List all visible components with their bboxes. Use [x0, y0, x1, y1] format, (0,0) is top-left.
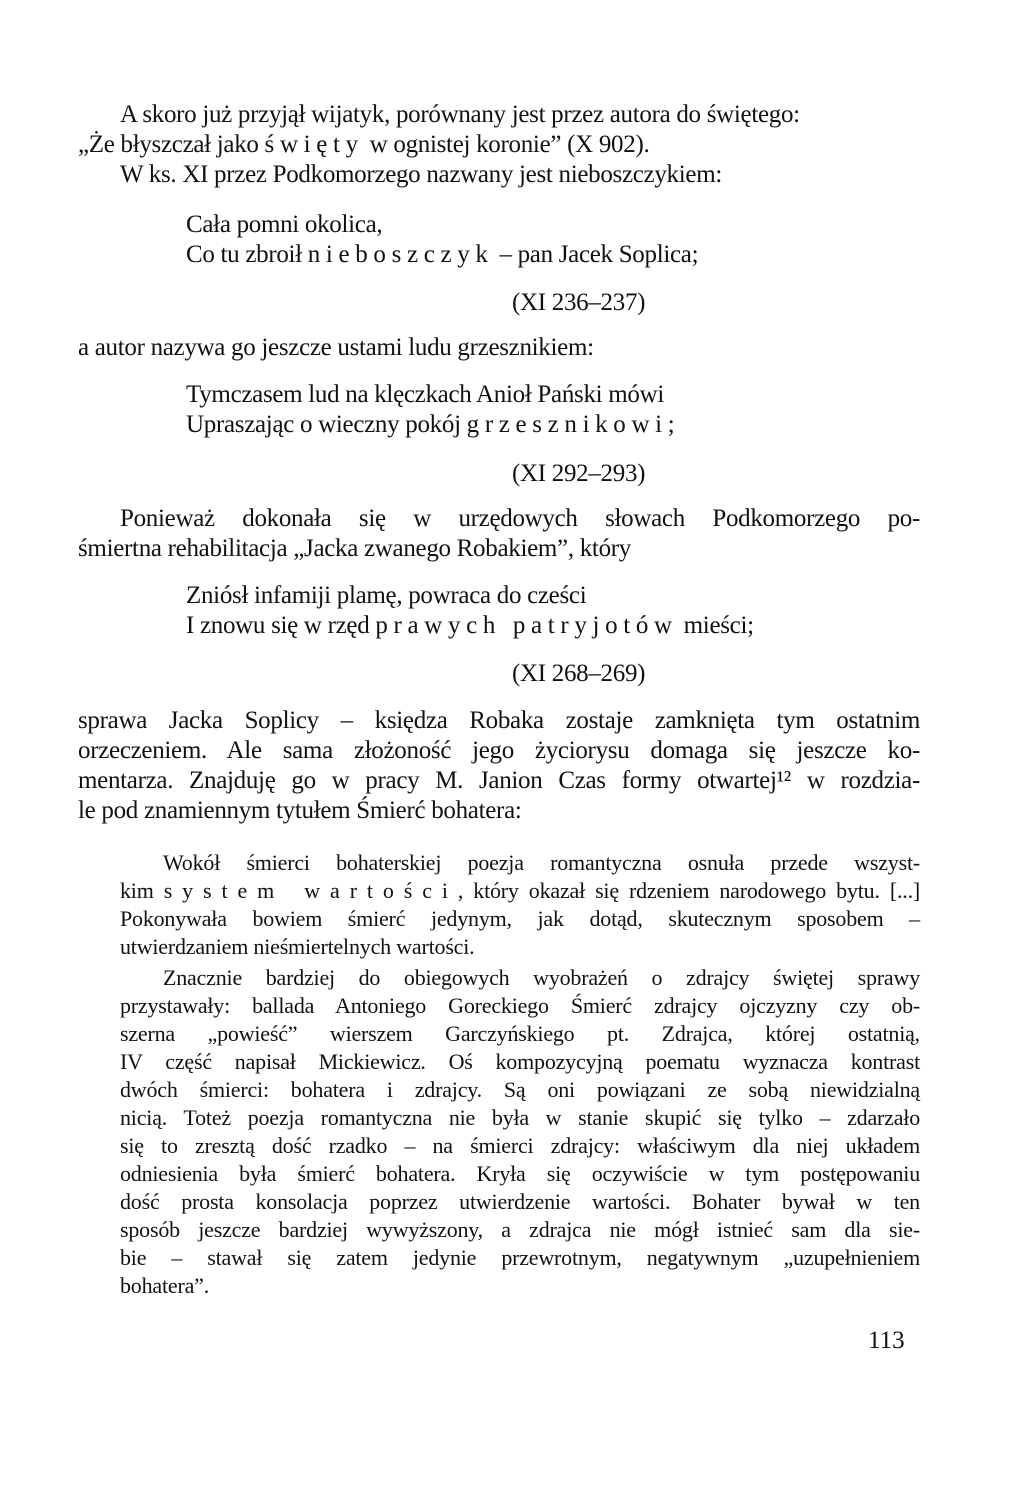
quote-line: dość prosta konsolacja poprzez utwierdzenie wartości. Bohater bywał w ten — [120, 1189, 920, 1214]
text-line: a autor nazywa go jeszcze ustami ludu grzesznikiem: — [78, 334, 594, 361]
verse-line: Zniósł infamiji plamę, powraca do cześci — [186, 582, 587, 609]
verse-line: Co tu zbroił n i e b o s z c z y k – pan Jacek Soplica; — [186, 241, 699, 268]
verse-citation: (XI 292–293) — [512, 460, 646, 487]
text-line: orzeczeniem. Ale sama złożoność jego życiorysu domaga się jeszcze ko- — [78, 737, 920, 764]
quote-line: sposób jeszcze bardziej wywyższony, a zdrajca nie mógł istnieć sam dla sie- — [120, 1217, 920, 1242]
quote-line: kim s y s t e m w a r t o ś c i , który okazał się rdzeniem narodowego bytu. [...] — [120, 878, 920, 903]
quote-line: Pokonywała bowiem śmierć jedynym, jak dotąd, skutecznym sposobem – — [120, 906, 920, 931]
verse-citation: (XI 268–269) — [512, 660, 646, 687]
text-line: „Że błyszczał jako ś w i ę t y w ognistej koronie” (X 902). — [78, 131, 650, 158]
verse-citation: (XI 236–237) — [512, 289, 646, 316]
quote-line: szerna „powieść” wierszem Garczyńskiego pt. Zdrajca, której ostatnią, — [120, 1021, 920, 1046]
verse-line: Tymczasem lud na klęczkach Anioł Pański mówi — [186, 381, 664, 408]
quote-line: odniesienia była śmierć bohatera. Kryła się oczywiście w tym postępowaniu — [120, 1161, 920, 1186]
quote-line: bie – stawał się zatem jedynie przewrotnym, negatywnym „uzupełnieniem — [120, 1245, 920, 1270]
quote-line: się to zresztą dość rzadko – na śmierci zdrajcy: właściwym dla niej układem — [120, 1133, 920, 1158]
quote-line: Znacznie bardziej do obiegowych wyobrażeń o zdrajcy świętej sprawy — [163, 965, 920, 990]
verse-line: Cała pomni okolica, — [186, 211, 383, 238]
text-line: śmiertna rehabilitacja „Jacka zwanego Robakiem”, który — [78, 535, 632, 562]
text-line: W ks. XI przez Podkomorzego nazwany jest nieboszczykiem: — [120, 161, 722, 188]
text-line: mentarza. Znajduję go w pracy M. Janion Czas formy otwartej¹² w rozdzia- — [78, 767, 920, 794]
quote-line: IV część napisał Mickiewicz. Oś kompozycyjną poematu wyznacza kontrast — [120, 1049, 920, 1074]
text-line: le pod znamiennym tytułem Śmierć bohatera: — [78, 797, 522, 824]
verse-line: I znowu się w rzęd p r a w y c h p a t r y j o t ó w mieści; — [186, 612, 754, 639]
quote-line: bohatera”. — [120, 1273, 209, 1298]
text-line: sprawa Jacka Soplicy – księdza Robaka zostaje zamknięta tym ostatnim — [78, 707, 920, 734]
quote-line: dwóch śmierci: bohatera i zdrajcy. Są oni powiązani ze sobą niewidzialną — [120, 1077, 920, 1102]
verse-line: Upraszając o wieczny pokój g r z e s z n i k o w i ; — [186, 411, 675, 438]
page-number: 113 — [868, 1327, 905, 1354]
text-line: Ponieważ dokonała się w urzędowych słowach Podkomorzego po- — [120, 505, 920, 532]
quote-line: utwierdzaniem nieśmiertelnych wartości. — [120, 934, 475, 959]
quote-line: Wokół śmierci bohaterskiej poezja romantyczna osnuła przede wszyst- — [163, 850, 920, 875]
quote-line: nicią. Toteż poezja romantyczna nie była w stanie skupić się tylko – zdarzało — [120, 1105, 920, 1130]
quote-line: przystawały: ballada Antoniego Goreckiego Śmierć zdrajcy ojczyzny czy ob- — [120, 993, 920, 1018]
text-line: A skoro już przyjął wijatyk, porównany jest przez autora do świętego: — [120, 101, 800, 128]
